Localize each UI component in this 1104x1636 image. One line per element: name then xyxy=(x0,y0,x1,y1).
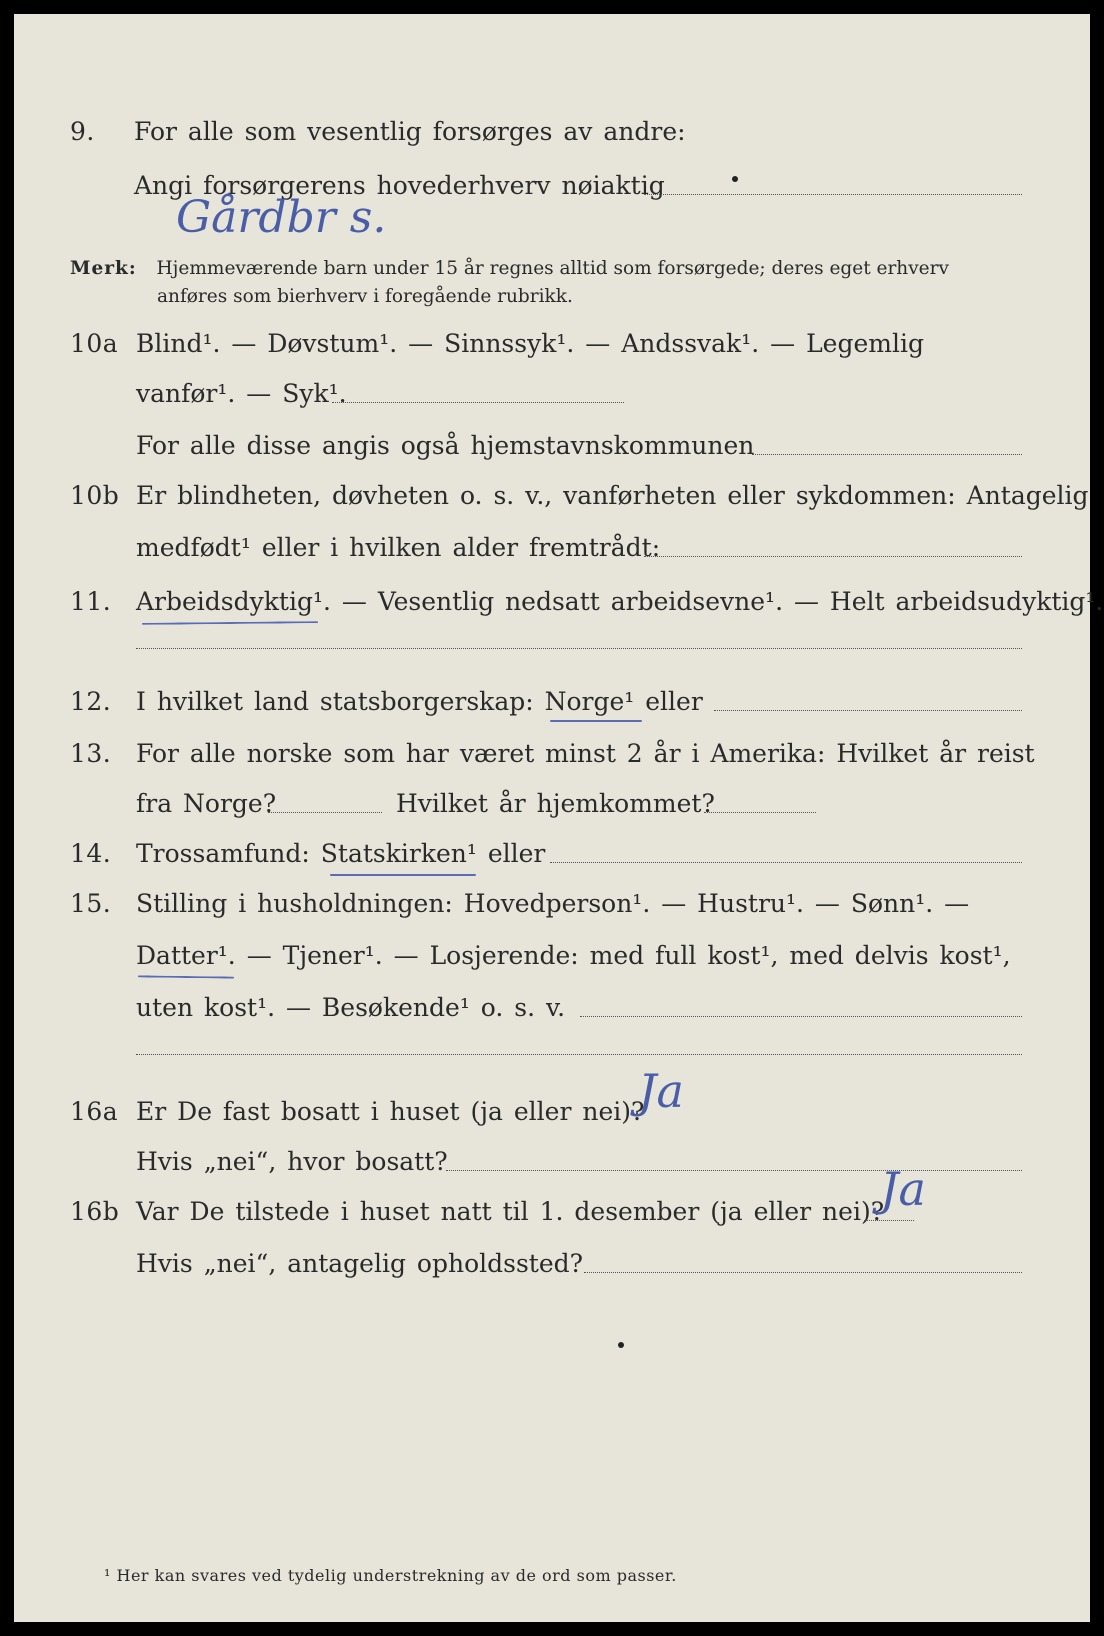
q16a-line2: Hvis „nei“, hvor bosatt? xyxy=(136,1147,448,1176)
q13-hjemkommet-line xyxy=(704,812,816,813)
q10b-line1: Er blindheten, døvheten o. s. v., vanførheten eller sykdommen: Antagelig xyxy=(136,481,1089,510)
q16b-line2: Hvis „nei“, antagelig opholdssted? xyxy=(136,1249,584,1278)
ink-dot xyxy=(618,1342,624,1348)
q16a-line1: Er De fast bosatt i huset (ja eller nei)? xyxy=(136,1097,645,1126)
q15-answer-line xyxy=(580,1016,1022,1017)
q15-line2: Datter¹. — Tjener¹. — Losjerende: med full kost¹, med delvis kost¹, xyxy=(136,941,1011,970)
q16a-bosatt-line xyxy=(446,1170,1022,1171)
q15-line1: Stilling i husholdningen: Hovedperson¹. — Hustru¹. — Sønn¹. — xyxy=(136,889,970,918)
q15-number: 15. xyxy=(70,889,112,918)
q10b-number: 10b xyxy=(70,481,120,510)
q14-answer-line xyxy=(550,862,1022,863)
q9-answer-line xyxy=(644,194,1022,195)
q16b-line1: Var De tilstede i huset natt til 1. desember (ja eller nei)? xyxy=(136,1197,885,1226)
q14-line1: Trossamfund: Statskirken¹ eller xyxy=(136,839,546,868)
merk-line2: anføres som bierhverv i foregående rubrikk. xyxy=(157,286,573,307)
merk-label: Merk: xyxy=(70,258,137,279)
merk-line1: Hjemmeværende barn under 15 år regnes alltid som forsørgede; deres eget erhverv xyxy=(156,258,949,279)
q11-answer-line xyxy=(136,648,1022,649)
q12-answer-line xyxy=(714,710,1022,711)
q10a-line2: vanfør¹. — Syk¹. xyxy=(136,379,347,408)
q9-line2: Angi forsørgerens hovederhverv nøiaktig xyxy=(134,171,665,200)
q9-line1: For alle som vesentlig forsørges av andre: xyxy=(134,117,686,146)
q12-underline xyxy=(550,720,642,722)
q9-handwritten-answer: Gårdbr s. xyxy=(176,192,387,243)
q10a-line3: For alle disse angis også hjemstavnskommunen xyxy=(136,431,755,460)
q15-extra-line xyxy=(136,1054,1022,1055)
q11-underline xyxy=(142,621,318,625)
q13-line1: For alle norske som har været minst 2 år i Amerika: Hvilket år reist xyxy=(136,739,1035,768)
q10b-answer-line xyxy=(644,556,1022,557)
q11-number: 11. xyxy=(70,587,112,616)
q10a-syk-line xyxy=(332,402,624,403)
q10a-number: 10a xyxy=(70,329,119,358)
q16b-answer-line xyxy=(864,1220,914,1221)
q10b-line2: medfødt¹ eller i hvilken alder fremtrådt: xyxy=(136,533,661,562)
q15-line3: uten kost¹. — Besøkende¹ o. s. v. xyxy=(136,993,566,1022)
census-form-page xyxy=(14,14,1104,1622)
ink-dot xyxy=(732,176,738,182)
q14-underline xyxy=(330,874,476,876)
q12-line1: I hvilket land statsborgerskap: Norge¹ eller xyxy=(136,687,703,716)
q16b-opholdssted-line xyxy=(584,1272,1022,1273)
q10a-kommune-line xyxy=(752,454,1022,455)
q15-underline xyxy=(138,975,234,978)
q16b-handwritten-answer: Ja xyxy=(880,1162,926,1216)
q10a-line1: Blind¹. — Døvstum¹. — Sinnssyk¹. — Andssvak¹. — Legemlig xyxy=(136,329,924,358)
q13-line2a: fra Norge? xyxy=(136,789,277,818)
q13-reist-line xyxy=(268,812,382,813)
q13-number: 13. xyxy=(70,739,112,768)
q16a-number: 16a xyxy=(70,1097,119,1126)
q16b-number: 16b xyxy=(70,1197,120,1226)
q16a-handwritten-answer: Ja xyxy=(638,1064,684,1118)
merk-note xyxy=(70,256,949,282)
q9-number: 9. xyxy=(70,117,95,146)
q11-line1: Arbeidsdyktig¹. — Vesentlig nedsatt arbeidsevne¹. — Helt arbeidsudyktig¹. xyxy=(136,587,1104,616)
q12-number: 12. xyxy=(70,687,112,716)
footnote: ¹ Her kan svares ved tydelig understrekning av de ord som passer. xyxy=(104,1566,677,1585)
q13-line2b: Hvilket år hjemkommet? xyxy=(396,789,715,818)
q14-number: 14. xyxy=(70,839,112,868)
